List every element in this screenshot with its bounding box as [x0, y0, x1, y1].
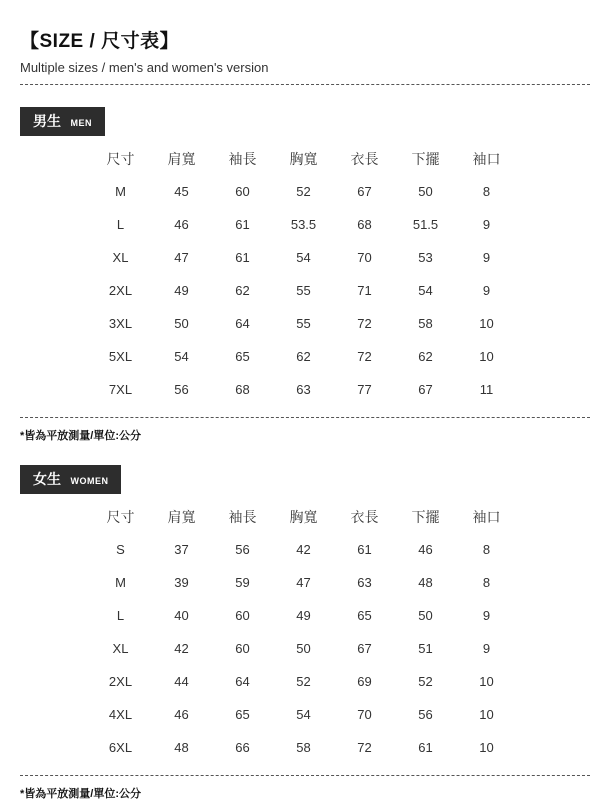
table-cell: 65: [235, 707, 250, 722]
table-cell: 40: [174, 608, 189, 623]
men-badge-label-en: MEN: [70, 118, 92, 128]
table-cell: 50: [296, 641, 311, 656]
table-cell: 44: [174, 674, 189, 689]
table-row: [90, 599, 590, 632]
table-cell: 67: [418, 382, 433, 397]
women-size-table: [90, 500, 590, 764]
table-row: [90, 241, 590, 274]
table-cell: 52: [418, 674, 433, 689]
table-row: [90, 307, 590, 340]
men-size-table: [90, 142, 590, 406]
table-cell: 46: [418, 542, 433, 557]
table-cell: XL: [112, 250, 129, 265]
table-cell: 61: [235, 250, 250, 265]
table-row: [90, 274, 590, 307]
table-cell: 71: [357, 283, 372, 298]
column-header: 下擺: [411, 508, 440, 525]
table-cell: 68: [357, 217, 372, 232]
table-cell: 70: [357, 707, 372, 722]
table-cell: 47: [296, 575, 311, 590]
table-cell: 10: [479, 674, 494, 689]
table-cell: 53.5: [290, 217, 317, 232]
men-measurement-footnote: *皆為平放測量/單位:公分: [20, 430, 141, 442]
table-cell: 4XL: [108, 707, 133, 722]
table-cell: 50: [418, 184, 433, 199]
men-section-divider: [20, 417, 590, 418]
table-cell: 9: [482, 608, 491, 623]
table-cell: M: [115, 184, 126, 199]
women-badge-label-en: WOMEN: [70, 476, 109, 486]
men-badge: [20, 107, 105, 136]
table-cell: 51: [418, 641, 433, 656]
column-header: 衣長: [350, 508, 379, 525]
table-cell: 63: [357, 575, 372, 590]
table-cell: 67: [357, 641, 372, 656]
table-cell: 54: [418, 283, 433, 298]
table-cell: 9: [482, 283, 491, 298]
table-cell: 62: [235, 283, 250, 298]
table-row: [90, 340, 590, 373]
table-cell: 37: [174, 542, 189, 557]
table-cell: 49: [174, 283, 189, 298]
women-measurement-footnote: *皆為平放測量/單位:公分: [20, 788, 141, 800]
column-header: 袖長: [228, 508, 257, 525]
table-cell: 47: [174, 250, 189, 265]
table-body: [90, 175, 590, 406]
page-subtitle: Multiple sizes / men's and women's version: [20, 60, 269, 75]
table-cell: 54: [296, 250, 311, 265]
table-cell: 8: [482, 542, 491, 557]
table-cell: 49: [296, 608, 311, 623]
table-cell: 2XL: [108, 674, 133, 689]
column-header: 尺寸: [106, 508, 135, 525]
table-row: [90, 698, 590, 731]
table-cell: 61: [357, 542, 372, 557]
table-row: [90, 665, 590, 698]
table-cell: 59: [235, 575, 250, 590]
table-cell: 2XL: [108, 283, 133, 298]
table-cell: 52: [296, 674, 311, 689]
table-cell: L: [116, 217, 125, 232]
women-badge-label-zh: 女生: [33, 471, 61, 487]
table-row: [90, 731, 590, 764]
table-cell: 42: [174, 641, 189, 656]
table-cell: 55: [296, 283, 311, 298]
table-cell: 69: [357, 674, 372, 689]
table-cell: 60: [235, 184, 250, 199]
page-title: 【SIZE / 尺寸表】: [20, 31, 180, 52]
table-cell: 68: [235, 382, 250, 397]
table-cell: 72: [357, 349, 372, 364]
table-cell: 3XL: [108, 316, 133, 331]
column-header: 衣長: [350, 150, 379, 167]
table-cell: 7XL: [108, 382, 133, 397]
table-cell: 9: [482, 641, 491, 656]
table-cell: 58: [418, 316, 433, 331]
table-cell: M: [115, 575, 126, 590]
table-row: [90, 373, 590, 406]
table-cell: L: [116, 608, 125, 623]
table-row: [90, 632, 590, 665]
table-row: [90, 175, 590, 208]
table-cell: 5XL: [108, 349, 133, 364]
table-cell: 60: [235, 641, 250, 656]
table-cell: XL: [112, 641, 129, 656]
header-divider: [20, 84, 590, 85]
table-cell: 62: [296, 349, 311, 364]
table-cell: 45: [174, 184, 189, 199]
women-section: [20, 465, 590, 801]
table-cell: 48: [418, 575, 433, 590]
table-cell: 62: [418, 349, 433, 364]
women-badge: [20, 465, 121, 494]
table-row: [90, 533, 590, 566]
column-header: 胸寬: [289, 150, 318, 167]
table-cell: 72: [357, 740, 372, 755]
table-cell: 67: [357, 184, 372, 199]
table-cell: 10: [479, 707, 494, 722]
table-cell: 77: [357, 382, 372, 397]
table-cell: 61: [235, 217, 250, 232]
table-cell: 56: [418, 707, 433, 722]
table-cell: 10: [479, 740, 494, 755]
table-cell: 46: [174, 217, 189, 232]
column-header: 肩寬: [167, 150, 196, 167]
table-cell: 50: [174, 316, 189, 331]
table-cell: 52: [296, 184, 311, 199]
table-cell: 70: [357, 250, 372, 265]
table-header-row: [90, 142, 590, 175]
table-cell: 65: [357, 608, 372, 623]
table-cell: 56: [174, 382, 189, 397]
table-cell: 10: [479, 316, 494, 331]
table-cell: 72: [357, 316, 372, 331]
table-cell: 51.5: [412, 217, 439, 232]
table-cell: 61: [418, 740, 433, 755]
table-cell: 50: [418, 608, 433, 623]
table-cell: 6XL: [108, 740, 133, 755]
women-section-divider: [20, 775, 590, 776]
men-section: [20, 107, 590, 443]
column-header: 胸寬: [289, 508, 318, 525]
table-cell: S: [116, 542, 125, 557]
column-header: 袖口: [472, 150, 501, 167]
table-cell: 48: [174, 740, 189, 755]
table-cell: 58: [296, 740, 311, 755]
table-cell: 11: [479, 382, 494, 397]
table-cell: 9: [482, 250, 491, 265]
column-header: 袖口: [472, 508, 501, 525]
table-cell: 55: [296, 316, 311, 331]
column-header: 肩寬: [167, 508, 196, 525]
table-row: [90, 208, 590, 241]
table-header-row: [90, 500, 590, 533]
table-cell: 42: [296, 542, 311, 557]
table-cell: 60: [235, 608, 250, 623]
table-cell: 10: [479, 349, 494, 364]
table-cell: 64: [235, 674, 250, 689]
table-cell: 46: [174, 707, 189, 722]
table-cell: 56: [235, 542, 250, 557]
table-body: [90, 533, 590, 764]
column-header: 尺寸: [106, 150, 135, 167]
table-cell: 8: [482, 184, 491, 199]
table-cell: 8: [482, 575, 491, 590]
column-header: 下擺: [411, 150, 440, 167]
table-cell: 63: [296, 382, 311, 397]
men-badge-label-zh: 男生: [33, 113, 61, 129]
table-cell: 66: [235, 740, 250, 755]
table-cell: 39: [174, 575, 189, 590]
table-cell: 53: [418, 250, 433, 265]
table-cell: 54: [174, 349, 189, 364]
column-header: 袖長: [228, 150, 257, 167]
table-cell: 54: [296, 707, 311, 722]
table-cell: 64: [235, 316, 250, 331]
table-cell: 65: [235, 349, 250, 364]
table-cell: 9: [482, 217, 491, 232]
table-row: [90, 566, 590, 599]
